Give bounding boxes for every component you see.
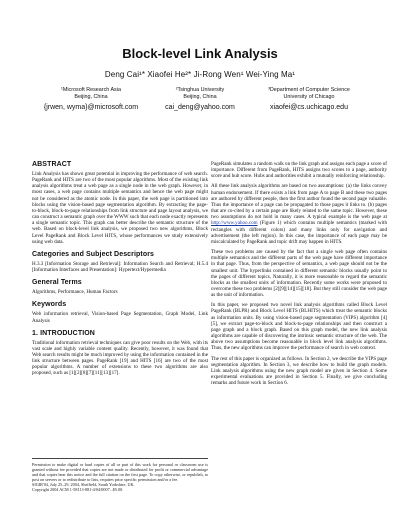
general-terms-text: Algorithms, Performance, Human Factors xyxy=(32,289,118,296)
affiliation-place: Beijing, China xyxy=(74,94,108,101)
footnote-copyright: Copyright 2004 ACM 1-58113-881-4/04/0007...$5.00. xyxy=(32,487,124,493)
introduction-heading: 1. INTRODUCTION xyxy=(32,329,95,337)
affiliation-email: {jrwen, wyma}@microsoft.com xyxy=(43,104,139,112)
left-column xyxy=(32,161,208,381)
affiliation-org: ²Tsinghua University xyxy=(175,87,225,93)
keywords-heading: Keywords xyxy=(32,301,67,309)
affiliation-org: ¹Microsoft Research Asia xyxy=(61,87,121,93)
body-paragraph: The rest of this paper is organized as follows. In Section 2, we describe the VIPS page segmentation algorithm. In Section 3, we describe how to build the graph models. Link analysis algorithms using the new graph model are given in Section 4. Some experimental evaluations are provided in Section 5. Finally, we give concluding remarks and future work in Section 6. xyxy=(211,355,387,387)
copyright-footnote xyxy=(32,458,208,493)
affiliation-email: xiaofei@cs.uchicago.edu xyxy=(270,104,348,112)
affiliation-place: Beijing, China xyxy=(183,94,217,101)
body-paragraph-with-link xyxy=(211,183,387,245)
introduction-text: Traditional information retrieval techniques can give poor results on the Web, with its vast scale and highly variable content quality. Recently, however, it was found that Web search results might be much improved by using the information contained in the link structure between pages. PageRank [19] and HITS [16] are two of the most popular algorithms. A number of extensions to these two algorithms are also proposed, such as [1][2][8][7][11][13][17]. xyxy=(32,339,208,377)
categories-heading: Categories and Subject Descriptors xyxy=(32,250,155,258)
paragraph-text: All these link analysis algorithms are based on two assumptions: (a) the links convey human endorsement. If there exists a link from page A to page B and these two pages are authored by different people, then the first author found the second page valuable. Thus the importance of a page can be propagated to those pages it links to. (b) pages that are co-cited by a certain page are likely related to the same topic. However, these two assumptions do not hold in many cases. A typical example is the web page at xyxy=(211,183,387,221)
general-terms-heading: General Terms xyxy=(32,279,82,287)
abstract-heading: ABSTRACT xyxy=(32,161,72,168)
yahoo-link[interactable]: http://www.yahoo.com xyxy=(211,220,258,227)
categories-text: H.3.3 [Information Storage and Retrieval]: Information Search and Retrieval; H.5.4 [Information Interfaces and Presentation]: Hypertext/Hypermedia xyxy=(32,260,208,274)
affiliation-3 xyxy=(244,87,374,112)
footnote-conference: SIGIR'04, July 25–29, 2004, Sheffield, South Yorkshire, UK. xyxy=(32,482,135,488)
abstract-text: Link Analysis has shown great potential in improving the performance of web search. PageRank and HITS are two of the most popular algorithms. Most of the existing link analysis algorithms treat a web page as a single node in the web graph. However, in most cases, a web page contains multiple semantics and hence the web page might not be considered as the atomic node. In this paper, the web page is partitioned into blocks using the vision-based page segmentation algorithm. By extracting the page-to-block, block-to-page relationships from link structure and page layout analysis, we can construct a semantic graph over the WWW such that each node exactly represents a single semantic topic. This graph can better describe the semantic structure of the web. Based on block-level link analysis, we proposed two new algorithms, Block Level PageRank and Block Level HITS, whose performances we study extensively using web data. xyxy=(32,171,208,245)
right-column xyxy=(211,161,387,390)
affiliation-email: cai_deng@yahoo.com xyxy=(165,104,235,112)
paper-title: Block-level Link Analysis xyxy=(122,46,278,61)
paragraph-text: (Figure 1) which contains multiple semantics (marked with rectangles with different colors) and many links only for navigation and advertisement (the left region). In this case, the importance of each page may be miscalculated by PageRank and topic drift may happen in HITS. xyxy=(211,220,387,245)
footnote-permission: Permission to make digital or hard copies of all or part of this work for personal or classroom use is granted without fee provided that copies are not made or distributed for profit or commercial advantage and that copies bear this notice and the full citation on the first page. To copy otherwise, or republish, to post on servers or to redistribute to lists, requires prior specific permission and/or a fee. xyxy=(32,462,208,483)
affiliation-place: University of Chicago xyxy=(283,94,335,101)
affiliation-org: ³Department of Computer Science xyxy=(268,87,350,93)
author-list: Deng Cai¹* Xiaofei He²* Ji-Rong Wen¹ Wei-Ying Ma¹ xyxy=(104,70,296,79)
body-paragraph: These two problems are caused by the fact that a single web page often contains multiple semantics and the different parts of the web page have different importance in that page. Thus, from the perspective of semantics, a web page should not be the smallest unit. The hyperlinks contained in different semantic blocks usually point to the pages of different topics. Naturally, it is more reasonable to regard the semantic blocks as the smallest units of information. Recently some works were proposed to overcome these two problems [2][9][14][15][18]. But they still consider the web page as the unit of information. xyxy=(211,249,387,299)
body-paragraph: In this paper, we proposed two novel link analysis algorithms called Block Level PageRank (BLPR) and Block Level HITS (BLHITS) which treat the semantic blocks as information units. By using vision-based page segmentation (VIPS) algorithm [4][5], we extract page-to-block and block-to-page relationships and then construct a page graph and a block graph. Based on this graph model, the new link analysis algorithms are capable of discovering the intrinsic semantic structure of the web. The above two assumptions become reasonable in block level link analysis algorithms. Thus, the new algorithms can improve the performance of search in web context. xyxy=(211,302,387,352)
keywords-text: Web information retrieval, Vision-based Page Segmentation, Graph Model, Link Analysis xyxy=(32,311,208,324)
body-paragraph: PageRank simulates a random walk on the link graph and assigns each page a score of importance. Different from PageRank, HITS assigns two scores to a page, authority score and hub score. Hubs and authorities exhibit a mutually reinforcing relationship. xyxy=(211,161,387,180)
